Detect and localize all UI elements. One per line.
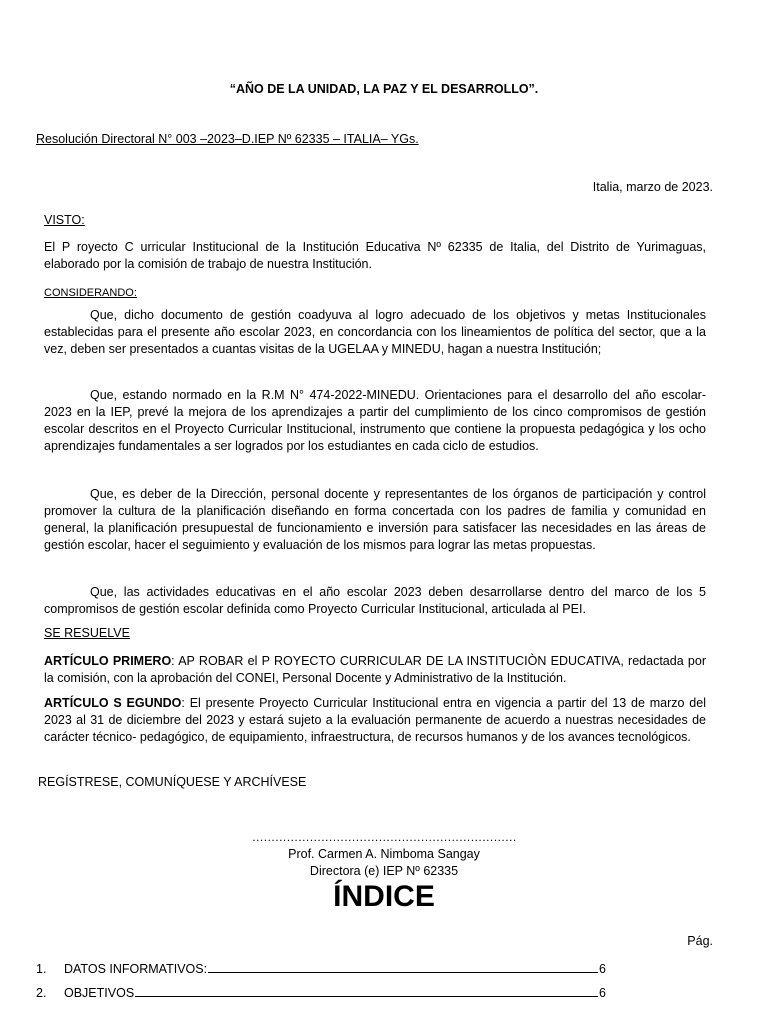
signer-role: Directora (e) IEP Nº 62335 — [309, 864, 459, 878]
resolution-number: Resolución Directoral N° 003 –2023–D.IEP Nº 62335 – ITALIA– YGs. — [36, 132, 419, 146]
toc-label: DATOS INFORMATIVOS: — [64, 962, 208, 976]
toc-number: 1. — [36, 962, 47, 976]
considerando-paragraph: Que, las actividades educativas en el año escolar 2023 deben desarrollarse dentro del marco de los 5 compromisos de gestión escolar definida como Proyecto Curricular Institucional, articulada al PEI. — [44, 585, 706, 616]
considerando-paragraph: Que, estando normado en la R.M N° 474-2022-MINEDU. Orientaciones para el desarrollo del año escolar-2023 en la IEP, prevé la mejora de los aprendizajes a partir del cumplimiento de los cinco compromisos de gestión escolar descritos en el Proyecto Curricular Institucional, instrumento que contiene la propuesta pedagógica y los ocho aprendizajes fundamentales a ser logrados por los estudiantes en cada ciclo de estudios. — [44, 388, 706, 453]
signature-block — [0, 846, 768, 880]
toc-label: OBJETIVOS — [64, 986, 135, 1000]
article-second-label: ARTÍCULO S EGUNDO — [44, 696, 182, 710]
toc-page: 6 — [599, 962, 606, 976]
signer-name: Prof. Carmen A. Nimboma Sangay — [288, 847, 480, 861]
resuelve-heading: SE RESUELVE — [44, 626, 130, 640]
article-first-text: : AP ROBAR el P ROYECTO CURRICULAR DE LA INSTITUCIÒN EDUCATIVA, redactada por la comisión, con la aprobación del CONEI, Personal Docente y Administrativo de la Institución. — [44, 654, 706, 685]
article-second — [44, 695, 706, 746]
toc-leader-line — [135, 996, 598, 997]
place-date: Italia, marzo de 2023. — [592, 180, 713, 194]
page-column-label: Pág. — [687, 934, 713, 948]
toc-entry[interactable] — [36, 962, 606, 976]
index-title: ÍNDICE — [333, 880, 435, 913]
article-second-text: : El presente Proyecto Curricular Institucional entra en vigencia a partir del 13 de marzo del 2023 al 31 de diciembre del 2023 y estará sujeto a la evaluación permanente de acuerdo a nuestras necesidades de carácter técnico- pedagógico, de equipamiento, infraestructura, de recursos humanos y de los avances tecnológicos. — [44, 696, 706, 744]
considerando-paragraph: Que, dicho documento de gestión coadyuva al logro adecuado de los objetivos y metas Institucionales establecidas para el presente año escolar 2023, en concordancia con los lineamientos de política del sector, que a la vez, deben ser presentados a cuantas visitas de la UGELAA y MINEDU, hagan a nuestra Institución; — [44, 308, 706, 356]
document-motto: “AÑO DE LA UNIDAD, LA PAZ Y EL DESARROLLO”. — [229, 82, 539, 96]
closing-formula: REGÍSTRESE, COMUNÍQUESE Y ARCHÍVESE — [38, 775, 307, 789]
visto-text: El P royecto C urricular Institucional de la Institución Educativa Nº 62335 de Italia, del Distrito de Yurimaguas, elaborado por la comisión de trabajo de nuestra Institución. — [44, 240, 706, 271]
toc-number: 2. — [36, 986, 47, 1000]
toc-leader-line — [208, 972, 598, 973]
considerando-paragraph: Que, es deber de la Dirección, personal docente y representantes de los órganos de participación y control promover la cultura de la planificación diseñando en forma concertada con los padres de familia y comunidad en general, la planificación presupuestal de funcionamiento e inversión para satisfacer las necesidades en las áreas de gestión escolar, hacer el seguimiento y evaluación de los mismos para lograr las metas propuestas. — [44, 487, 706, 552]
toc-page: 6 — [599, 986, 606, 1000]
signature-line: …………………………………………………………… — [251, 830, 517, 844]
article-first-label: ARTÍCULO PRIMERO — [44, 654, 172, 668]
toc-entry[interactable] — [36, 986, 606, 1000]
article-first — [44, 653, 706, 687]
considerando-heading: CONSIDERANDO: — [44, 287, 137, 299]
visto-heading: VISTO: — [44, 213, 85, 227]
